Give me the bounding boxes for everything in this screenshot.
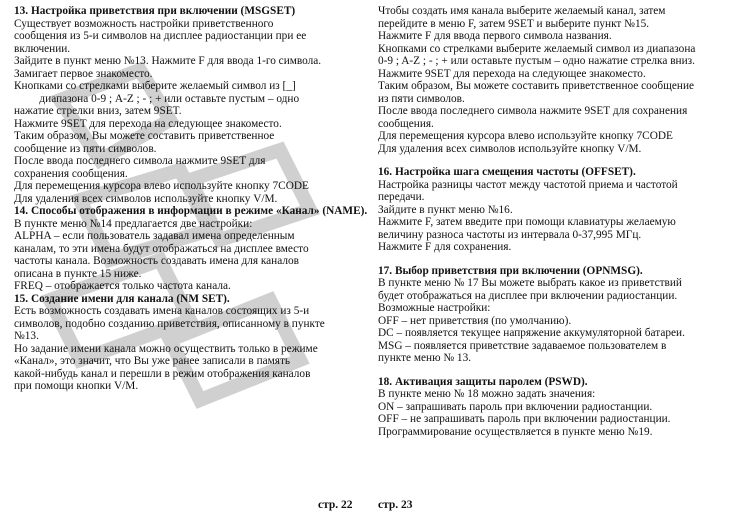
text-line: частоты канала. Возможность создавать имена для каналов — [14, 255, 299, 267]
text-line: сохранения сообщения. — [14, 167, 128, 180]
text-line: Зайдите в пункт меню №13. Нажмите F для ввода 1-го символа. — [14, 55, 322, 67]
text-line: будет отображаться на дисплее при включении радиостанции. — [378, 289, 678, 302]
page-number-right: стр. 23 — [378, 499, 413, 511]
section-18-title: 18. Активация защиты паролем (PSWD). — [378, 375, 588, 388]
text-line: Для удаления всех символов используйте кнопку V/M. — [378, 142, 642, 155]
section-15-continued — [378, 5, 724, 155]
section-16-body — [378, 179, 724, 254]
text-line: Таким образом, Вы можете составить приветственное сообщение — [378, 80, 694, 92]
text-line: После ввода последнего символа нажмите 9SET для — [14, 155, 266, 167]
text-line: символов, подобно созданию приветствия, описанному в пункте — [14, 317, 325, 330]
text-line: Для перемещения курсора влево используйте кнопку 7CODE — [14, 180, 309, 192]
section-17-body — [378, 277, 724, 365]
text-line: при помощи кнопки V/M. — [14, 380, 139, 392]
text-line: Нажмите F для сохранения. — [378, 241, 512, 253]
section-16-title: 16. Настройка шага смещения частоты (OFFSET). — [378, 166, 636, 178]
text-line: включении. — [14, 42, 71, 55]
text-line: Настройка разницы частот между частотой приема и частотой — [378, 178, 678, 191]
text-line: MSG – появляется приветствие задаваемое пользователем в — [378, 339, 667, 352]
left-page — [14, 5, 369, 393]
text-line: DC – появляется текущее напряжение аккумуляторной батареи. — [378, 327, 685, 339]
text-line: OFF – нет приветствия (по умолчанию). — [378, 314, 572, 327]
text-line: сообщения. — [378, 117, 434, 130]
text-line: OFF – не запрашивать пароль при включении радиостанции. — [378, 413, 671, 425]
text-line: какой-нибудь канал и перешли в режим отображения каналов — [14, 367, 311, 380]
text-line: «Канал», это значит, что Вы уже ранее записали в память — [14, 355, 291, 367]
text-line: сообщения из 5-и символов на дисплее радиостанции при ее — [14, 30, 307, 42]
text-line: Зайдите в пункт меню №16. — [378, 203, 513, 216]
text-line: FREQ – отображается только частота канала. — [14, 280, 231, 292]
text-line: Для удаления всех символов используйте кнопку V/M. — [14, 192, 278, 205]
text-line: Замигает первое знакоместо. — [14, 67, 153, 80]
text-line: №13. — [14, 330, 39, 342]
text-line: Нажмите F для ввода первого символа названия. — [378, 30, 612, 42]
text-line: Возможные настройки: — [378, 302, 491, 314]
text-line: Есть возможность создавать имена каналов состоящих из 5-и — [14, 305, 310, 317]
text-line: сообщение из пяти символов. — [14, 142, 157, 155]
text-line: В пункте меню № 17 Вы можете выбрать какое из приветствий — [378, 277, 682, 289]
text-line: Нажмите F, затем введите при помощи клавиатуры желаемую — [378, 216, 676, 228]
text-line: Но задание имени канала можно осуществить только в режиме — [14, 342, 318, 355]
text-line: 0-9 ; A-Z ; - ; + или оставьте пустым – одно нажатие стрелка вниз. — [378, 55, 695, 67]
section-13-body — [14, 18, 369, 206]
section-15-body — [14, 305, 369, 393]
text-line: В пункте меню № 18 можно задать значения: — [378, 388, 596, 400]
text-line: из пяти символов. — [378, 92, 465, 105]
section-17-title: 17. Выбор приветствия при включении (OPNMSG). — [378, 264, 643, 277]
page-number-left: стр. 22 — [318, 499, 353, 511]
section-18-body — [378, 388, 724, 438]
right-page — [378, 5, 724, 438]
text-line: нажатие стрелки вниз, затем 9SET. — [14, 105, 182, 117]
text-line: величину разноса частоты из интервала 0-37,995 МГц. — [378, 228, 642, 241]
text-line: Кнопками со стрелками выберите желаемый символ из [_] — [14, 80, 296, 92]
text-line: пункте меню № 13. — [378, 352, 472, 364]
text-line: ALPHA – если пользователь задавал имена определенным — [14, 230, 295, 242]
text-line: каналам, то эти имена будут отображаться на дисплее вместо — [14, 242, 309, 255]
text-line: Чтобы создать имя канала выберите желаемый канал, затем — [378, 5, 666, 17]
section-14-title: 14. Способы отображения в информации в режиме «Канал» (NAME). — [14, 205, 368, 217]
text-line: перейдите в меню F, затем 9SET и выберите пункт №15. — [378, 17, 650, 30]
text-line: Кнопками со стрелками выберите желаемый символ из диапазона — [378, 42, 696, 55]
text-line: После ввода последнего символа нажмите 9SET для сохранения — [378, 105, 688, 117]
section-15-title: 15. Создание имени для канала (NM SET). — [14, 292, 230, 305]
text-line: Программирование осуществляется в пункте меню №19. — [378, 425, 653, 438]
section-14-body — [14, 218, 369, 293]
text-line: описана в пункте 15 ниже. — [14, 267, 142, 280]
text-line: Нажмите 9SET для перехода на следующее знакоместо. — [378, 67, 646, 80]
text-line: Таким образом, Вы можете составить приветственное — [14, 130, 275, 142]
text-line: передачи. — [378, 191, 425, 203]
text-line: Существует возможность настройки приветственного — [14, 17, 274, 30]
text-line: Для перемещения курсора влево используйте кнопку 7CODE — [378, 130, 673, 142]
text-line: ON – запрашивать пароль при включении радиостанции. — [378, 400, 653, 413]
text-line: диапазона 0-9 ; A-Z ; - ; + или оставьте пустым – одно — [14, 92, 300, 105]
section-13-title: 13. Настройка приветствия при включении (MSGSET) — [14, 5, 296, 17]
text-line: В пункте меню №14 предлагается две настройки: — [14, 217, 253, 230]
text-line: Нажмите 9SET для перехода на следующее знакоместо. — [14, 117, 282, 130]
